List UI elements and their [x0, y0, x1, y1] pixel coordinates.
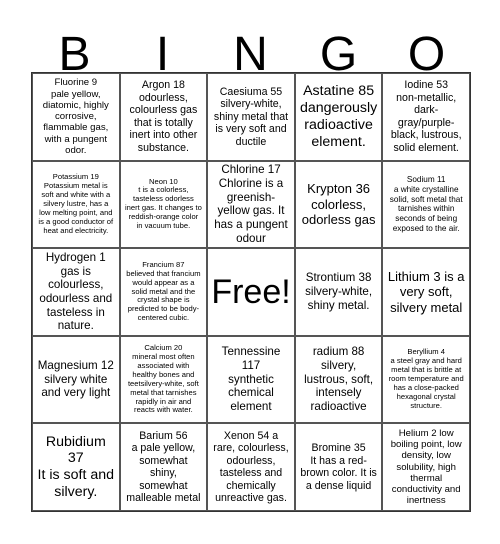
- cell-text: Chlorine 17 Chlorine is a greenish-yellow gas. It has a pungent odour: [214, 163, 288, 245]
- bingo-cell[interactable]: [295, 248, 383, 336]
- bingo-cell[interactable]: [32, 336, 120, 424]
- cell-text: Francium 87 believed that francium would appear as a solid metal and the crystal shape is predicted to be body-centered cubic.: [126, 259, 201, 323]
- cell-text: Lithium 3 is a very soft, silvery metal: [387, 269, 465, 315]
- cell-text: Xenon 54 a rare, colourless, odourless, tasteless and chemically unreactive gas.: [213, 429, 289, 505]
- bingo-cell[interactable]: [207, 336, 295, 424]
- bingo-cell[interactable]: [382, 248, 470, 336]
- bingo-cell[interactable]: [295, 73, 383, 161]
- cell-text: Helium 2 low boiling point, low density, low solubility, high thermal conductivity and inertness: [390, 427, 462, 507]
- bingo-cell[interactable]: [32, 161, 120, 249]
- cell-text: Magnesium 12 silvery white and very light: [37, 359, 114, 400]
- bingo-cell[interactable]: [382, 423, 470, 511]
- bingo-cell[interactable]: [120, 423, 208, 511]
- bingo-cell[interactable]: [382, 161, 470, 249]
- bingo-cell[interactable]: [32, 73, 120, 161]
- bingo-cell[interactable]: [295, 336, 383, 424]
- cell-text: Astatine 85 dangerously radioactive element.: [299, 83, 378, 150]
- cell-text: Bromine 35 It has a red-brown color. It is a dense liquid: [300, 442, 377, 492]
- bingo-cell[interactable]: [32, 423, 120, 511]
- bingo-cell[interactable]: [120, 161, 208, 249]
- bingo-cell[interactable]: [207, 73, 295, 161]
- cell-text: Potassium 19 Potassium metal is soft and white with a silvery lustre, has a low melting point, and is a good conductor of heat and electricity.: [38, 172, 114, 235]
- bingo-cell[interactable]: [295, 161, 383, 249]
- bingo-cell[interactable]: [120, 73, 208, 161]
- cell-text: Beryllium 4 a steel gray and hard metal that is brittle at room temperature and has a close-packed hexagonal crystal structure.: [388, 347, 464, 410]
- cell-text: Barium 56 a pale yellow, somewhat shiny, somewhat malleable metal: [126, 429, 201, 505]
- cell-text: Strontium 38 silvery-white, shiny metal.: [305, 271, 373, 312]
- bingo-cell[interactable]: [382, 336, 470, 424]
- cell-text: Rubidium 37 It is soft and silvery.: [37, 433, 115, 500]
- header-letter-n: N: [233, 27, 269, 81]
- bingo-cell[interactable]: [207, 161, 295, 249]
- cell-text: Hydrogen 1 gas is colourless, odourless and tasteless in nature.: [39, 250, 113, 333]
- free-space-label: Free!: [211, 272, 291, 311]
- bingo-cell[interactable]: [32, 248, 120, 336]
- bingo-cell[interactable]: [120, 336, 208, 424]
- bingo-cell[interactable]: [207, 423, 295, 511]
- bingo-board: [31, 72, 471, 512]
- header-letter-g: G: [319, 27, 359, 81]
- bingo-cell[interactable]: [120, 248, 208, 336]
- cell-text: Argon 18 odourless, colourless gas that is totally inert into other substance.: [129, 79, 198, 154]
- header-letter-i: I: [155, 27, 171, 81]
- bingo-cell[interactable]: [295, 423, 383, 511]
- cell-text: Iodine 53 non-metallic, dark-gray/purple-black, lustrous, solid element.: [390, 79, 462, 154]
- header-letter-b: B: [58, 27, 92, 81]
- cell-text: Tennessine 117 synthetic chemical element: [221, 345, 281, 414]
- cell-text: radium 88 silvery, lustrous, soft, intensely radioactive: [304, 345, 374, 414]
- cell-text: Neon 10 t is a colorless, tasteless odorless inert gas. It changes to reddish-orange color in vacuum tube.: [124, 176, 202, 231]
- cell-text: Caesiuma 55 silvery-white, shiny metal that is very soft and ductile: [213, 85, 289, 148]
- cell-text: Krypton 36 colorless, odorless gas: [301, 181, 376, 228]
- cell-text: Sodium 11 a white crystalline solid, soft metal that tarnishes within seconds of being exposed to the air.: [389, 175, 463, 233]
- bingo-cell[interactable]: [382, 73, 470, 161]
- cell-text: Fluorine 9 pale yellow, diatomic, highly corrosive, flammable gas, with a pungent odor.: [42, 77, 109, 157]
- header-letter-o: O: [407, 27, 447, 81]
- free-space[interactable]: [207, 248, 295, 336]
- cell-text: Calcium 20 mineral most often associated with healthy bones and teetsilvery-white, soft metal that tarnishes rapidly in air and reacts with water.: [127, 342, 199, 415]
